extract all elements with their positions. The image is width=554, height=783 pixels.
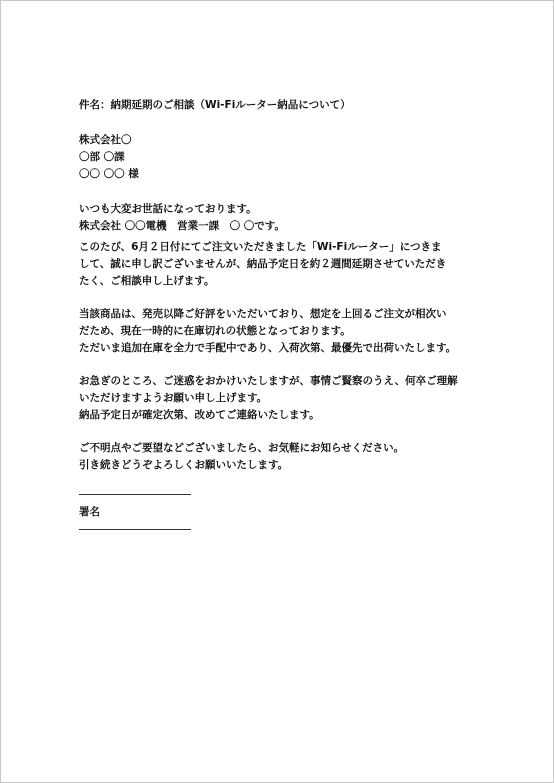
paragraph-3-line: お急ぎのところ、ご迷惑をおかけいたしますが、事情ご賢察のうえ、何卒ご理解 bbox=[79, 375, 458, 387]
paragraph-1-line: たく、ご相談申し上げます。 bbox=[79, 275, 215, 287]
letter-body bbox=[79, 97, 499, 530]
greeting-line: いつも大変お世話になっております。 bbox=[79, 203, 257, 215]
signature-label: 署名 bbox=[79, 506, 100, 518]
paragraph-3-line: いただけますようお願い申し上げます。 bbox=[79, 392, 268, 404]
closing-line: 引き続きどうぞよろしくお願いいたします。 bbox=[79, 459, 289, 471]
paragraph-2-line: 当該商品は、発売以降ご好評をいただいており、想定を上回るご注文が相次い bbox=[79, 308, 447, 320]
paragraph-1-line: して、誠に申し訳ございませんが、納品予定日を約２週間延期させていただき bbox=[79, 258, 447, 270]
paragraph-1-line: このたび、6月２日付にてご注文いただきました「Wi-Fiルーター」につきま bbox=[79, 241, 442, 253]
recipient-company: 株式会社〇 bbox=[79, 134, 132, 146]
closing-line: ご不明点やご要望などございましたら、お気軽にお知らせください。 bbox=[79, 442, 405, 454]
recipient-name: 〇〇 〇〇 様 bbox=[79, 168, 139, 180]
paragraph-2-line: ただいま追加在庫を全力で手配中であり、入荷次第、最優先で出荷いたします。 bbox=[79, 342, 457, 354]
recipient-department: 〇部 〇課 bbox=[79, 151, 125, 163]
subject-line: 件名：納期延期のご相談（Wi-Fiルーター納品について） bbox=[79, 99, 351, 111]
paragraph-3-line: 納品予定日が確定次第、改めてご連絡いたします。 bbox=[79, 409, 320, 421]
sender-intro-line: 株式会社 〇〇電機 営業一課 〇 〇です。 bbox=[79, 220, 285, 232]
signature-rule-bottom bbox=[79, 529, 191, 530]
paragraph-2-line: だため、現在一時的に在庫切れの状態となっております。 bbox=[79, 325, 351, 337]
